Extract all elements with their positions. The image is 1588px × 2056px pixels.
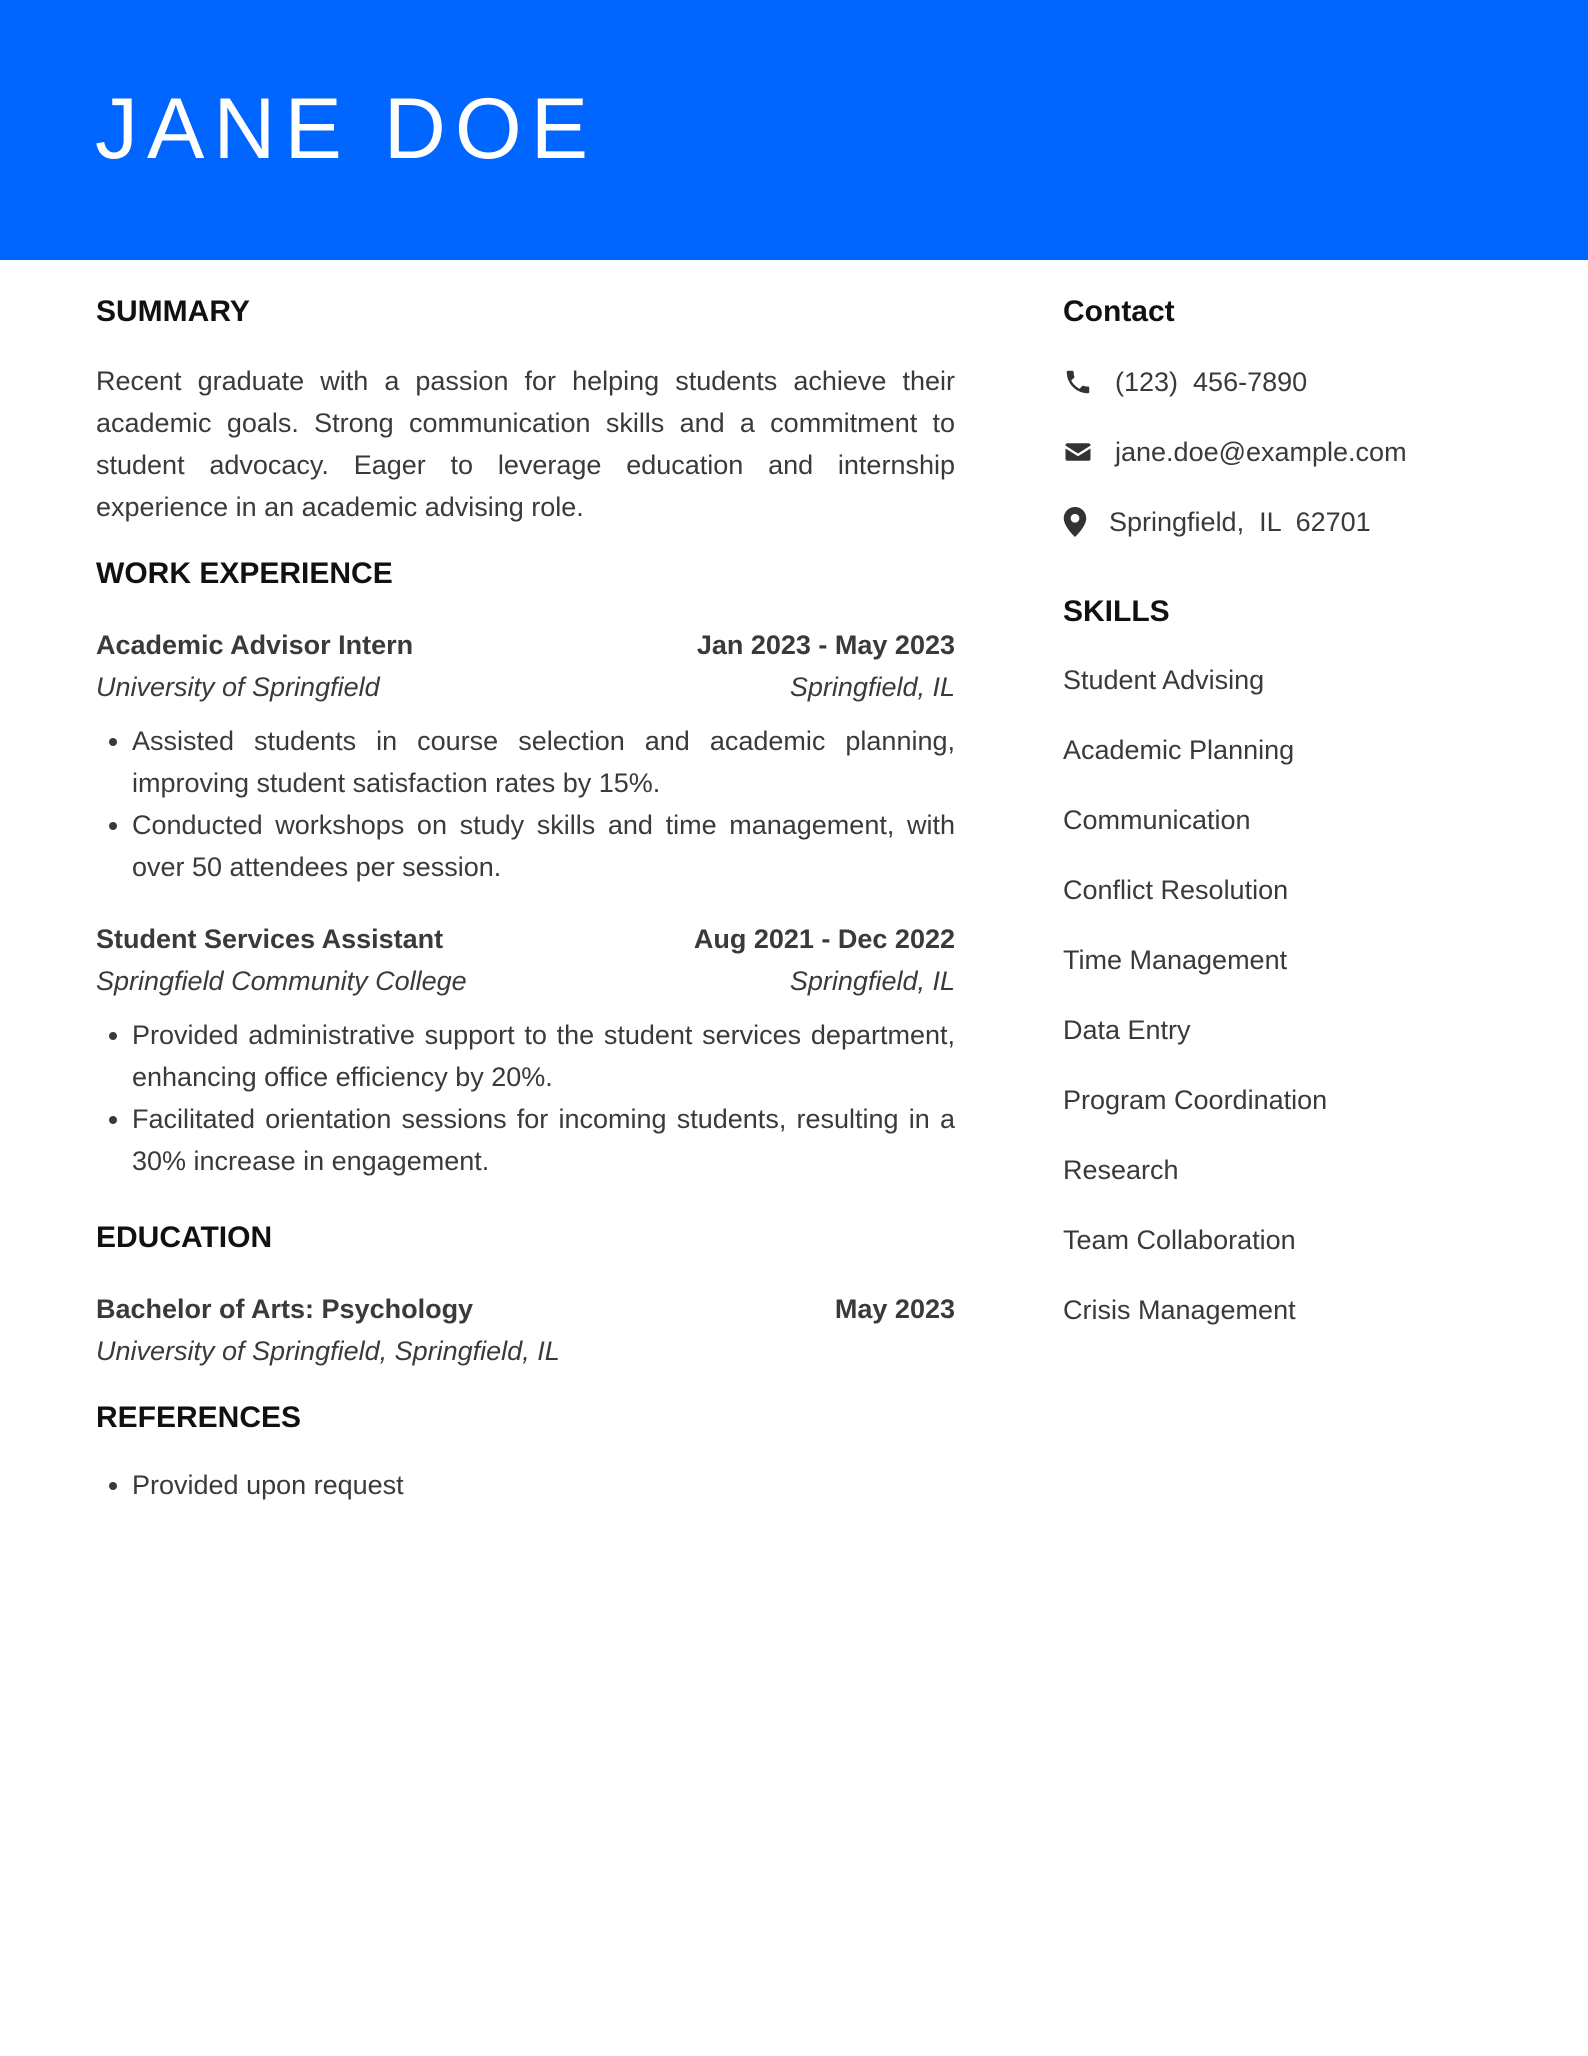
job-role: Academic Advisor Intern	[96, 630, 414, 660]
contact-phone	[1063, 362, 1523, 402]
education-header-row	[96, 1288, 955, 1330]
phone-icon	[1063, 367, 1093, 397]
job-org-row	[96, 960, 955, 1002]
main-column	[96, 292, 955, 1506]
job-location: Springfield, IL	[789, 672, 955, 702]
skills-section	[1063, 592, 1523, 1330]
job-entry	[96, 624, 955, 888]
skill-item: Crisis Management	[1063, 1295, 1296, 1325]
job-entry	[96, 918, 955, 1182]
contact-section	[1063, 292, 1523, 542]
job-bullets	[96, 1014, 955, 1182]
job-bullet: • Facilitated orientation sessions for incoming students, resulting in a 30% increase in engagement.	[132, 1098, 955, 1182]
skill-item: Team Collaboration	[1063, 1225, 1296, 1255]
education-school: University of Springfield, Springfield, IL	[96, 1336, 560, 1366]
job-organization: Springfield Community College	[96, 966, 467, 996]
skill-item: Data Entry	[1063, 1015, 1191, 1045]
job-org-row	[96, 666, 955, 708]
job-bullets	[96, 720, 955, 888]
work-experience-heading: WORK EXPERIENCE	[96, 557, 393, 590]
job-bullet: • Conducted workshops on study skills and time management, with over 50 attendees per session.	[132, 804, 955, 888]
education-degree: Bachelor of Arts: Psychology	[96, 1294, 474, 1324]
job-location: Springfield, IL	[789, 966, 955, 996]
summary-text: Recent graduate with a passion for helping students achieve their academic goals. Strong communication skills and a commitment to student advocacy. Eager to leverage education and internship experience in an academic advising role.	[96, 366, 955, 522]
skill-item: Program Coordination	[1063, 1085, 1328, 1115]
summary-heading: SUMMARY	[96, 295, 250, 328]
references-section	[96, 1398, 955, 1506]
education-entry	[96, 1288, 955, 1372]
job-bullet: • Assisted students in course selection and academic planning, improving student satisfaction rates by 15%.	[132, 720, 955, 804]
map-pin-icon	[1063, 507, 1087, 537]
contact-heading: Contact	[1063, 295, 1175, 328]
skills-heading: SKILLS	[1063, 595, 1170, 628]
skill-item: Conflict Resolution	[1063, 875, 1289, 905]
skill-item: Academic Planning	[1063, 735, 1295, 765]
skill-item: Time Management	[1063, 945, 1288, 975]
job-dates: Jan 2023 - May 2023	[696, 630, 955, 660]
education-section	[96, 1218, 955, 1372]
skill-item: Communication	[1063, 805, 1251, 835]
contact-list	[1063, 362, 1523, 542]
job-role: Student Services Assistant	[96, 924, 444, 954]
references-heading: REFERENCES	[96, 1401, 302, 1434]
contact-email	[1063, 432, 1523, 472]
skill-item: Research	[1063, 1155, 1179, 1185]
contact-location	[1063, 502, 1523, 542]
job-header-row	[96, 624, 955, 666]
summary-section	[96, 292, 955, 528]
work-experience-section	[96, 554, 955, 1182]
job-header-row	[96, 918, 955, 960]
job-bullet: • Provided administrative support to the student services department, enhancing office efficiency by 20%.	[132, 1014, 955, 1098]
education-date: May 2023	[834, 1294, 955, 1324]
reference-item: • Provided upon request	[132, 1464, 955, 1506]
education-heading: EDUCATION	[96, 1221, 273, 1254]
envelope-icon	[1063, 437, 1093, 467]
job-dates: Aug 2021 - Dec 2022	[693, 924, 955, 954]
references-list	[96, 1464, 955, 1506]
email-address: jane.doe@example.com	[1115, 436, 1407, 467]
job-organization: University of Springfield	[96, 672, 380, 702]
header-banner	[0, 0, 1588, 260]
phone-number: (123) 456-7890	[1115, 366, 1308, 397]
skill-item: Student Advising	[1063, 665, 1265, 695]
sidebar-column	[1063, 292, 1523, 1330]
location-text: Springfield, IL 62701	[1109, 506, 1371, 537]
candidate-name: JANE DOE	[95, 81, 598, 177]
